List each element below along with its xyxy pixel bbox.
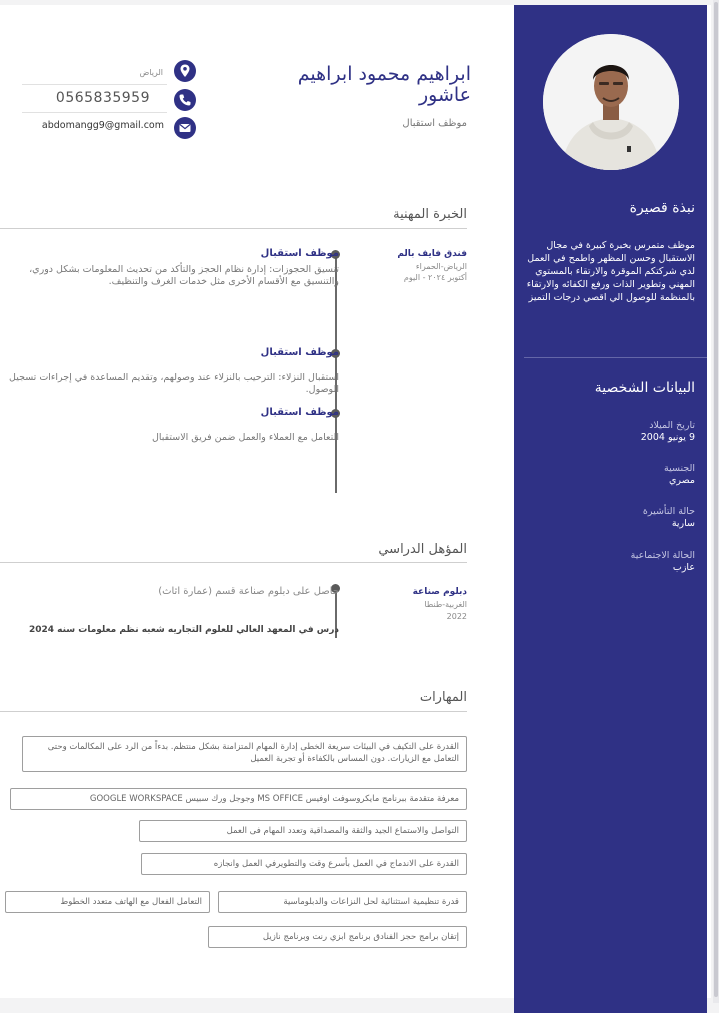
job-title: موظف استقبال xyxy=(402,118,467,129)
skill-item: التعامل الفعال مع الهاتف متعدد الخطوط xyxy=(5,891,210,913)
experience-title: الخبرة المهنية xyxy=(393,207,467,222)
personal-title: البيانات الشخصية xyxy=(594,380,695,396)
scrollbar[interactable] xyxy=(713,0,719,1003)
company-name: فندق فايف بالم xyxy=(397,249,467,259)
visa-label: حالة التأشيرة xyxy=(642,506,695,517)
employment-period: أكتوبر ٢٠٢٤ - اليوم xyxy=(403,273,467,282)
degree-name: دبلوم صناعة xyxy=(412,587,467,597)
company-location: الرياض-الحمراء xyxy=(415,262,467,271)
contact-phone: 0565835959 xyxy=(55,90,150,106)
skills-title: المهارات xyxy=(419,690,467,705)
skill-item: القدرة على الاندماج في العمل بأسرع وقت والتطويرفي العمل وانجازه xyxy=(141,853,467,875)
education-description: حاصل على دبلوم صناعة قسم (عمارة اثاث) xyxy=(158,586,339,597)
experience-role: موظف استقبال xyxy=(260,248,339,259)
contact-email: abdomangg9@gmail.com xyxy=(41,120,164,131)
visa-value: سارية xyxy=(671,518,695,529)
skill-item: إتقان برامج حجز الفنادق برنامج ابزي رنت وبرنامج نازيل xyxy=(208,926,467,948)
experience-description: التعامل مع العملاء والعمل ضمن فريق الاستقبال xyxy=(151,432,339,443)
degree-year: 2022 xyxy=(446,612,467,621)
email-icon xyxy=(174,117,196,139)
nationality-value: مصري xyxy=(668,475,695,486)
education-title: المؤهل الدراسي xyxy=(378,542,467,557)
birthdate-label: تاريخ الميلاد xyxy=(649,420,695,431)
education-extra: درس في المعهد العالي للعلوم التجاريه شعبه نظم معلومات سنه 2024 xyxy=(28,625,339,635)
location-pin-icon xyxy=(174,60,196,82)
section-rule xyxy=(0,228,467,229)
section-rule xyxy=(0,562,467,563)
degree-location: الغربية-طنطا xyxy=(424,600,467,609)
experience-description: استقبال النزلاء: الترحيب بالنزلاء عند وصولهم، وتقديم المساعدة في إجراءات تسجيل الوصول. xyxy=(9,372,339,395)
section-rule xyxy=(0,711,467,712)
birthdate-value: 9 يونيو 2004 xyxy=(640,432,695,443)
experience-role: موظف استقبال xyxy=(260,407,339,418)
profile-photo xyxy=(543,34,679,170)
skill-item: القدرة على التكيف في البيئات سريعة الخطى إدارة المهام المتزامنة بشكل منتظم. بدءاً من الرد على المكالمات وحتى التعامل مع الزيارات. دون المساس بالكفاءة أو تجربة العميل xyxy=(22,736,467,772)
experience-role: موظف استقبال xyxy=(260,347,339,358)
person-photo-icon xyxy=(543,34,679,170)
experience-description: تنسيق الحجوزات: إدارة نظام الحجز والتأكد من تحديث المعلومات بشكل دوري، والتنسيق مع الأقسام الأخرى مثل خدمات الغرف والتنظيف. xyxy=(29,264,339,287)
summary-text: موظف متمرس بخبرة كبيرة في مجال الاستقبال وحسن المظهر واطمح في العمل لدي شركتكم الموقرة والارتقاء بالمستوي المهني وتطوير الذات ورفع الكفائه والارتقاء بالمنظمة للوصول الي اقصي درجات التميز xyxy=(526,240,695,303)
skill-item: قدرة تنظيمية استثنائية لحل النزاعات والدبلوماسية xyxy=(218,891,467,913)
skill-item: التواصل والاستماع الجيد والثقة والمصداقية وتعدد المهام فى العمل xyxy=(139,820,467,842)
phone-icon xyxy=(174,89,196,111)
contact-separator xyxy=(22,112,167,113)
sidebar-divider xyxy=(524,357,707,358)
sidebar xyxy=(514,5,707,1013)
contact-city: الرياض xyxy=(139,68,163,77)
marital-label: الحالة الاجتماعية xyxy=(630,550,695,561)
scrollbar-thumb[interactable] xyxy=(714,2,718,997)
skill-item: معرفة متقدمة ببرنامج مايكروسوفت اوفيس MS OFFICE وجوجل ورك سبيس GOOGLE WORKSPACE xyxy=(10,788,467,810)
full-name: ابراهيم محمود ابراهيم عاشور xyxy=(297,63,471,106)
marital-value: عازب xyxy=(672,562,695,573)
contact-separator xyxy=(22,84,167,85)
nationality-label: الجنسية xyxy=(664,463,695,474)
summary-title: نبذة قصيرة xyxy=(629,200,695,216)
